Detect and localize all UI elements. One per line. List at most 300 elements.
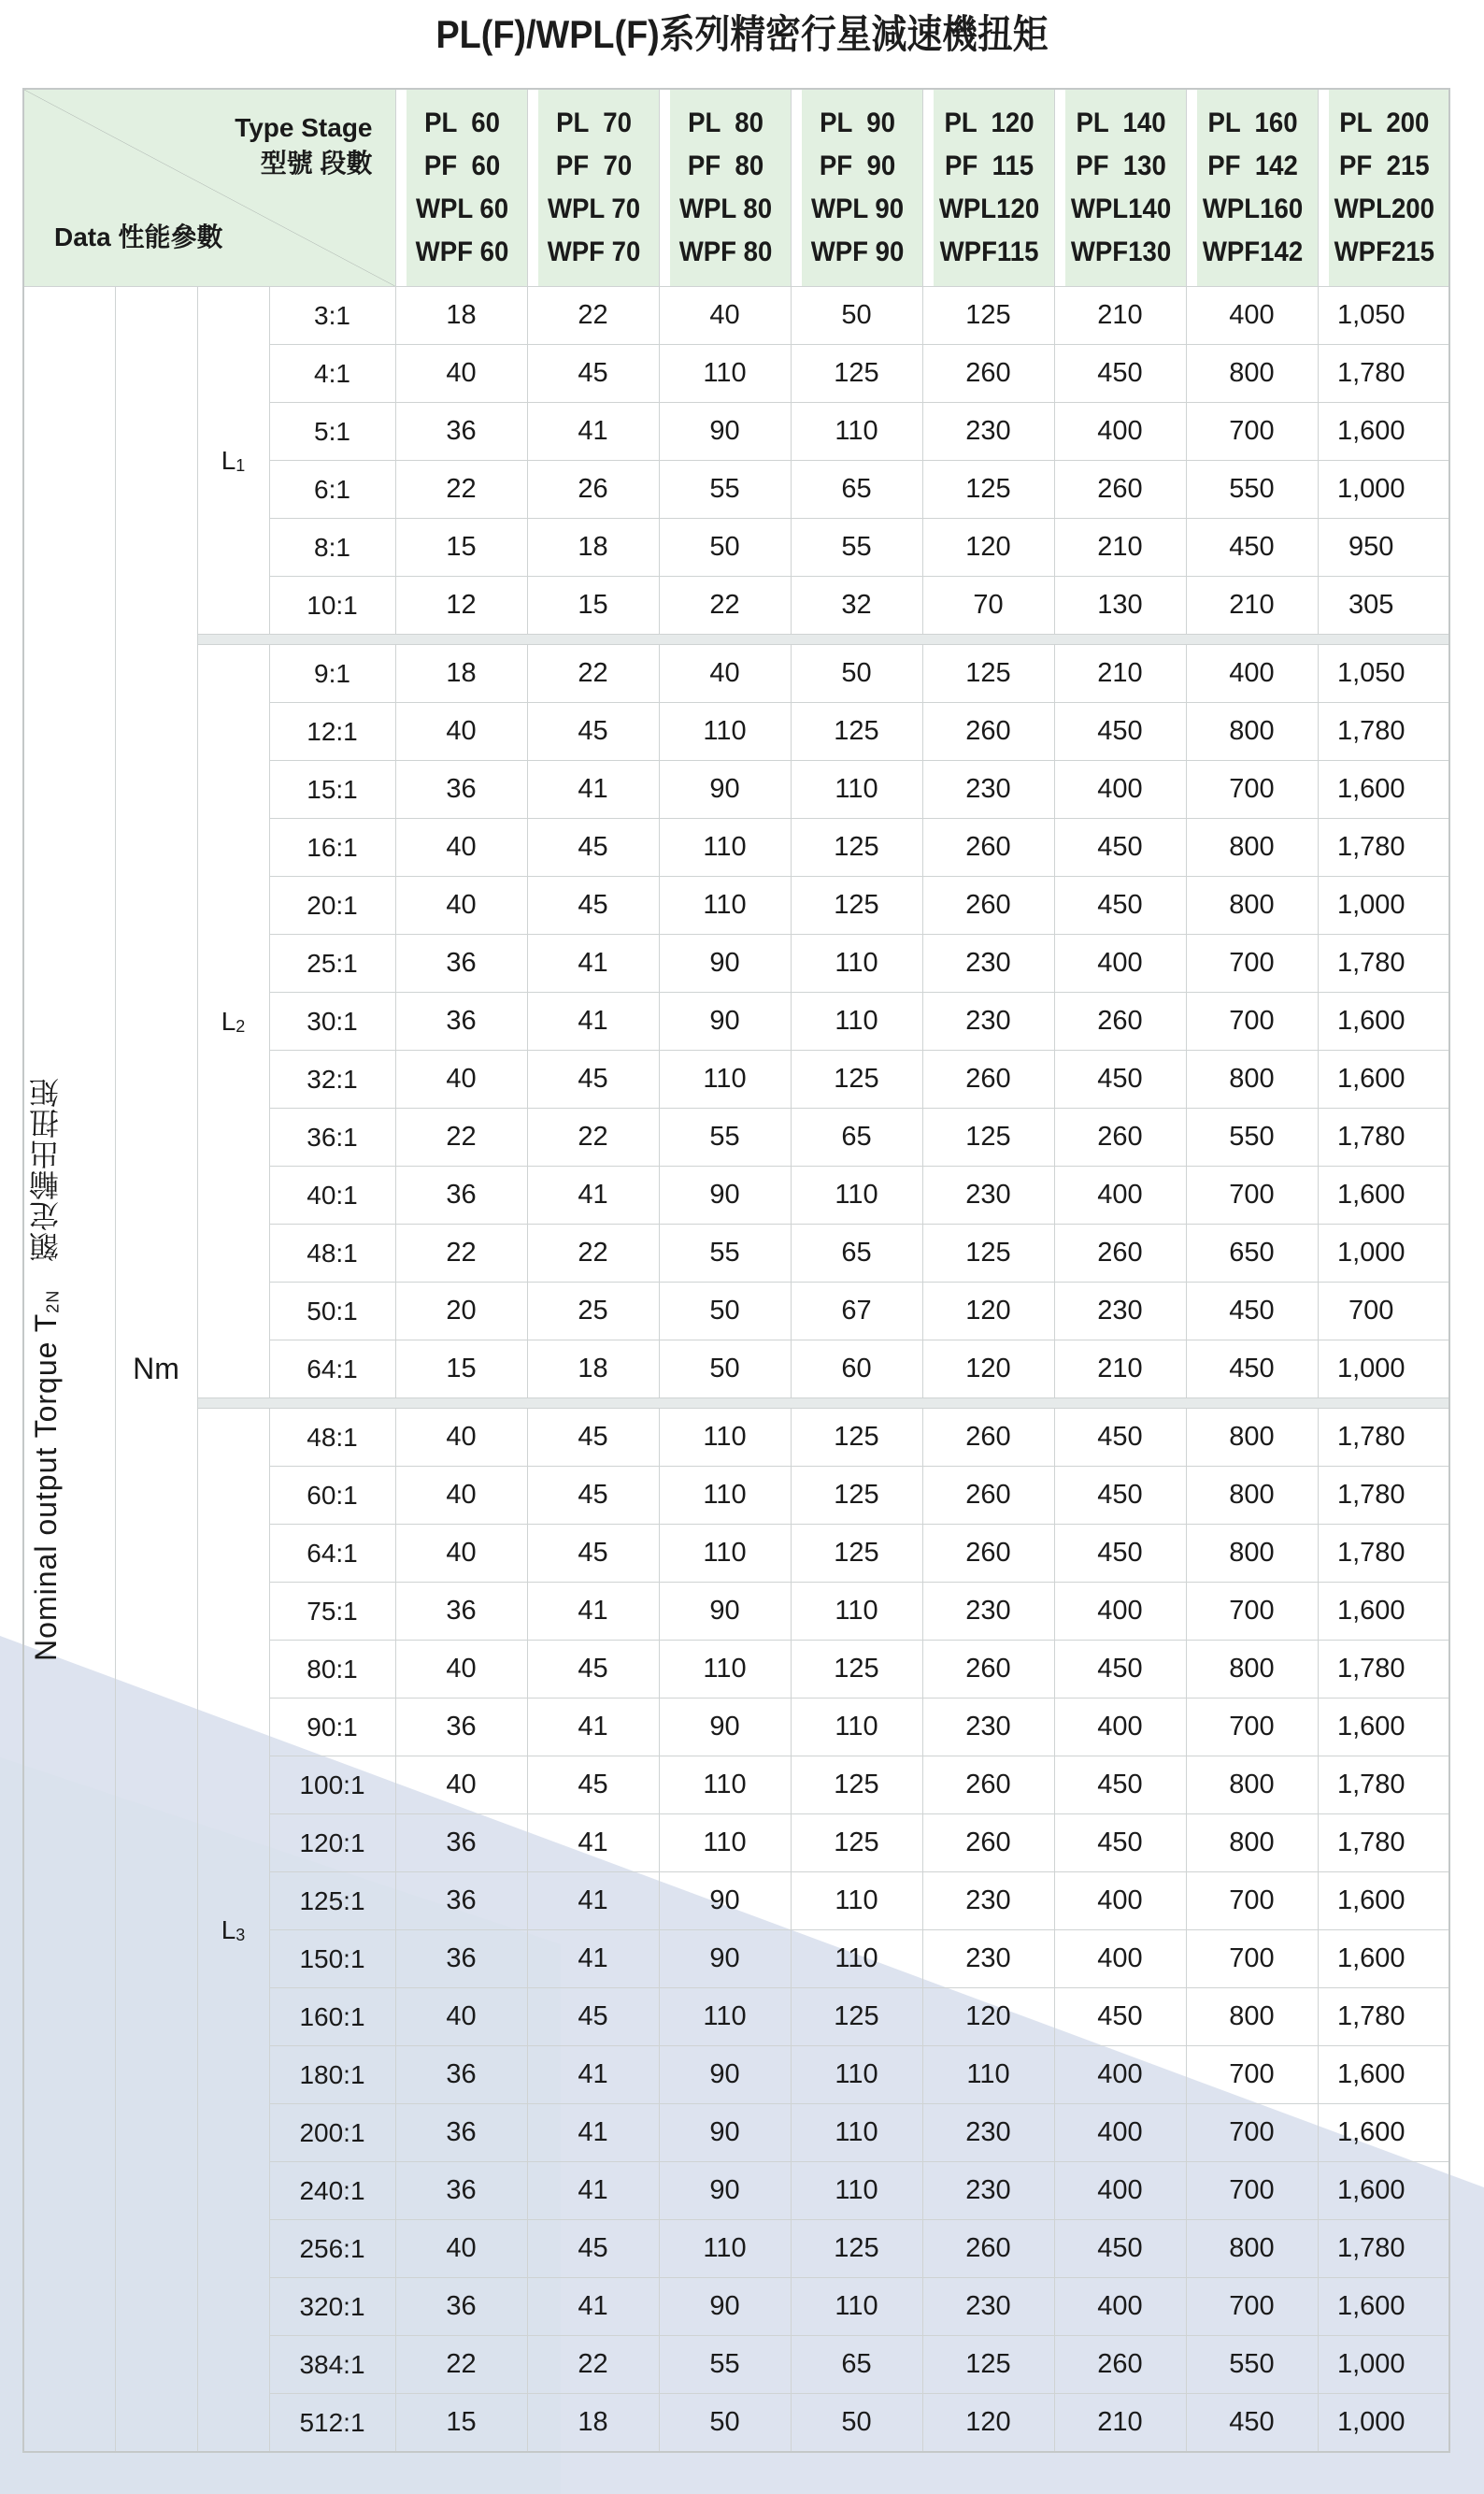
torque-value-cell: 400 bbox=[1054, 761, 1186, 819]
stage-label-cell bbox=[197, 645, 269, 1398]
torque-value-cell: 700 bbox=[1186, 2162, 1318, 2220]
torque-value-cell: 110 bbox=[791, 2046, 922, 2104]
torque-value-cell: 230 bbox=[922, 1583, 1054, 1641]
torque-value-cell: 450 bbox=[1054, 2220, 1186, 2278]
torque-value-cell: 800 bbox=[1186, 819, 1318, 877]
torque-value-cell: 260 bbox=[1054, 2336, 1186, 2394]
model-name: WPF 90 bbox=[810, 236, 905, 267]
header-corner-cell bbox=[23, 89, 395, 287]
model-name: WPL 80 bbox=[678, 194, 773, 224]
model-name: WPL160 bbox=[1202, 194, 1304, 224]
ratio-cell: 8:1 bbox=[269, 519, 395, 577]
torque-value-cell: 41 bbox=[527, 1167, 659, 1225]
type-stage-en: Type Stage bbox=[235, 113, 373, 142]
torque-value-cell: 40 bbox=[395, 1756, 527, 1814]
torque-value-cell: 40 bbox=[395, 1641, 527, 1698]
torque-value-cell: 230 bbox=[922, 761, 1054, 819]
torque-value-cell: 90 bbox=[659, 2046, 791, 2104]
model-column-header bbox=[801, 89, 922, 287]
model-name: PF 142 bbox=[1207, 150, 1298, 181]
model-name: PL 80 bbox=[688, 108, 763, 138]
torque-value-cell: 1,000 bbox=[1318, 1225, 1449, 1283]
torque-value-cell: 230 bbox=[922, 1930, 1054, 1988]
torque-value-cell: 210 bbox=[1054, 2394, 1186, 2453]
model-name: WPF 80 bbox=[678, 236, 773, 267]
torque-value-cell: 110 bbox=[791, 2278, 922, 2336]
ratio-cell: 5:1 bbox=[269, 403, 395, 461]
torque-value-cell: 210 bbox=[1186, 577, 1318, 635]
torque-value-cell: 41 bbox=[527, 1698, 659, 1756]
ratio-cell: 100:1 bbox=[269, 1756, 395, 1814]
torque-value-cell: 120 bbox=[922, 1340, 1054, 1398]
torque-value-cell: 800 bbox=[1186, 703, 1318, 761]
torque-value-cell: 210 bbox=[1054, 287, 1186, 345]
torque-value-cell: 400 bbox=[1054, 1167, 1186, 1225]
torque-value-cell: 450 bbox=[1054, 1051, 1186, 1109]
torque-value-cell: 36 bbox=[395, 1872, 527, 1930]
torque-value-cell: 260 bbox=[922, 1814, 1054, 1872]
torque-value-cell: 125 bbox=[922, 645, 1054, 703]
torque-value-cell: 800 bbox=[1186, 1988, 1318, 2046]
torque-value-cell: 65 bbox=[791, 461, 922, 519]
torque-value-cell: 125 bbox=[791, 1525, 922, 1583]
torque-value-cell: 110 bbox=[791, 1698, 922, 1756]
torque-value-cell: 50 bbox=[659, 2394, 791, 2453]
torque-value-cell: 400 bbox=[1054, 2046, 1186, 2104]
torque-value-cell: 110 bbox=[791, 993, 922, 1051]
torque-value-cell: 45 bbox=[527, 1467, 659, 1525]
torque-value-cell: 450 bbox=[1054, 1467, 1186, 1525]
model-name: PL 60 bbox=[424, 108, 500, 138]
spacer bbox=[29, 1262, 63, 1290]
torque-value-cell: 45 bbox=[527, 2220, 659, 2278]
ratio-cell: 50:1 bbox=[269, 1283, 395, 1340]
torque-value-cell: 36 bbox=[395, 993, 527, 1051]
ratio-cell: 240:1 bbox=[269, 2162, 395, 2220]
ratio-cell: 25:1 bbox=[269, 935, 395, 993]
torque-value-cell: 22 bbox=[395, 2336, 527, 2394]
torque-value-cell: 450 bbox=[1054, 1814, 1186, 1872]
torque-value-cell: 36 bbox=[395, 1930, 527, 1988]
torque-value-cell: 15 bbox=[395, 2394, 527, 2453]
torque-value-cell: 90 bbox=[659, 935, 791, 993]
stage-letter: L bbox=[221, 1914, 236, 1944]
torque-value-cell: 110 bbox=[659, 877, 791, 935]
torque-value-cell: 700 bbox=[1186, 2046, 1318, 2104]
torque-value-cell: 260 bbox=[922, 2220, 1054, 2278]
torque-value-cell: 32 bbox=[791, 577, 922, 635]
torque-value-cell: 90 bbox=[659, 403, 791, 461]
torque-value-cell: 40 bbox=[395, 703, 527, 761]
torque-value-cell: 70 bbox=[922, 577, 1054, 635]
torque-value-cell: 22 bbox=[395, 1225, 527, 1283]
torque-value-cell: 230 bbox=[922, 2278, 1054, 2336]
torque-value-cell: 1,780 bbox=[1318, 1988, 1449, 2046]
ratio-cell: 15:1 bbox=[269, 761, 395, 819]
torque-value-cell: 41 bbox=[527, 1814, 659, 1872]
torque-value-cell: 90 bbox=[659, 761, 791, 819]
model-name: WPF215 bbox=[1334, 236, 1435, 267]
torque-value-cell: 36 bbox=[395, 2278, 527, 2336]
torque-value-cell: 22 bbox=[527, 1109, 659, 1167]
torque-value-cell: 260 bbox=[922, 1467, 1054, 1525]
stage-separator bbox=[23, 635, 1449, 645]
torque-value-cell: 450 bbox=[1186, 1283, 1318, 1340]
torque-value-cell: 15 bbox=[527, 577, 659, 635]
torque-value-cell: 700 bbox=[1186, 993, 1318, 1051]
torque-value-cell: 125 bbox=[791, 2220, 922, 2278]
model-name: WPF130 bbox=[1070, 236, 1172, 267]
torque-value-cell: 125 bbox=[791, 1641, 922, 1698]
ratio-cell: 3:1 bbox=[269, 287, 395, 345]
torque-value-cell: 400 bbox=[1054, 1698, 1186, 1756]
torque-value-cell: 800 bbox=[1186, 1641, 1318, 1698]
torque-value-cell: 1,600 bbox=[1318, 2162, 1449, 2220]
torque-value-cell: 700 bbox=[1186, 403, 1318, 461]
unit-cell: Nm bbox=[115, 287, 197, 2453]
torque-value-cell: 40 bbox=[395, 1467, 527, 1525]
torque-value-cell: 800 bbox=[1186, 1467, 1318, 1525]
torque-value-cell: 700 bbox=[1186, 1698, 1318, 1756]
model-name: WPF 70 bbox=[547, 236, 641, 267]
torque-value-cell: 50 bbox=[791, 645, 922, 703]
torque-value-cell: 1,600 bbox=[1318, 2046, 1449, 2104]
torque-value-cell: 125 bbox=[922, 1225, 1054, 1283]
torque-value-cell: 1,000 bbox=[1318, 461, 1449, 519]
torque-value-cell: 1,600 bbox=[1318, 761, 1449, 819]
model-name: WPL140 bbox=[1070, 194, 1172, 224]
torque-value-cell: 400 bbox=[1186, 287, 1318, 345]
model-column-header bbox=[933, 89, 1054, 287]
torque-value-cell: 1,050 bbox=[1318, 645, 1449, 703]
stage-label-cell bbox=[197, 287, 269, 635]
torque-value-cell: 41 bbox=[527, 935, 659, 993]
torque-value-cell: 90 bbox=[659, 2104, 791, 2162]
torque-value-cell: 230 bbox=[922, 2162, 1054, 2220]
ratio-cell: 256:1 bbox=[269, 2220, 395, 2278]
stage-separator bbox=[23, 1398, 1449, 1409]
model-name: PL 90 bbox=[820, 108, 895, 138]
torque-value-cell: 700 bbox=[1186, 1167, 1318, 1225]
torque-value-cell: 40 bbox=[395, 1525, 527, 1583]
ratio-cell: 90:1 bbox=[269, 1698, 395, 1756]
torque-value-cell: 20 bbox=[395, 1283, 527, 1340]
torque-value-cell: 450 bbox=[1054, 877, 1186, 935]
ratio-cell: 75:1 bbox=[269, 1583, 395, 1641]
torque-value-cell: 800 bbox=[1186, 1051, 1318, 1109]
torque-value-cell: 450 bbox=[1054, 1525, 1186, 1583]
torque-value-cell: 210 bbox=[1054, 645, 1186, 703]
torque-value-cell: 110 bbox=[659, 1467, 791, 1525]
torque-value-cell: 650 bbox=[1186, 1225, 1318, 1283]
torque-value-cell: 1,050 bbox=[1318, 287, 1449, 345]
torque-value-cell: 55 bbox=[659, 1109, 791, 1167]
torque-value-cell: 400 bbox=[1054, 2278, 1186, 2336]
model-name: WPL 60 bbox=[415, 194, 509, 224]
torque-value-cell: 110 bbox=[659, 1988, 791, 2046]
torque-value-cell: 40 bbox=[395, 2220, 527, 2278]
ratio-cell: 200:1 bbox=[269, 2104, 395, 2162]
torque-value-cell: 700 bbox=[1186, 1872, 1318, 1930]
torque-value-cell: 110 bbox=[791, 1872, 922, 1930]
torque-value-cell: 18 bbox=[527, 519, 659, 577]
torque-value-cell: 1,600 bbox=[1318, 993, 1449, 1051]
model-name: PF 215 bbox=[1338, 150, 1430, 181]
torque-value-cell: 45 bbox=[527, 877, 659, 935]
torque-value-cell: 45 bbox=[527, 703, 659, 761]
torque-value-cell: 90 bbox=[659, 1930, 791, 1988]
model-name: PL 70 bbox=[556, 108, 632, 138]
label-subscript: 2N bbox=[43, 1289, 63, 1313]
torque-value-cell: 110 bbox=[659, 1641, 791, 1698]
torque-value-cell: 700 bbox=[1186, 761, 1318, 819]
model-column-header bbox=[537, 89, 659, 287]
torque-value-cell: 450 bbox=[1054, 345, 1186, 403]
ratio-cell: 4:1 bbox=[269, 345, 395, 403]
torque-value-cell: 40 bbox=[395, 1051, 527, 1109]
torque-value-cell: 110 bbox=[791, 2104, 922, 2162]
table-row bbox=[23, 287, 1449, 345]
torque-value-cell: 260 bbox=[922, 819, 1054, 877]
torque-value-cell: 800 bbox=[1186, 1756, 1318, 1814]
torque-value-cell: 18 bbox=[395, 287, 527, 345]
torque-value-cell: 230 bbox=[1054, 1283, 1186, 1340]
torque-value-cell: 65 bbox=[791, 1109, 922, 1167]
separator-bar bbox=[197, 1398, 1449, 1409]
torque-value-cell: 110 bbox=[659, 703, 791, 761]
stage-letter: L bbox=[221, 445, 236, 475]
model-name: PL 140 bbox=[1076, 108, 1166, 138]
torque-value-cell: 125 bbox=[791, 1467, 922, 1525]
torque-value-cell: 1,600 bbox=[1318, 1930, 1449, 1988]
torque-value-cell: 1,000 bbox=[1318, 2394, 1449, 2453]
torque-value-cell: 36 bbox=[395, 1814, 527, 1872]
ratio-cell: 32:1 bbox=[269, 1051, 395, 1109]
torque-value-cell: 230 bbox=[922, 993, 1054, 1051]
ratio-cell: 320:1 bbox=[269, 2278, 395, 2336]
nominal-torque-label bbox=[24, 1077, 67, 1661]
torque-value-cell: 50 bbox=[791, 2394, 922, 2453]
torque-value-cell: 36 bbox=[395, 2162, 527, 2220]
type-stage-zh: 型號 段數 bbox=[260, 149, 373, 178]
header-row bbox=[23, 89, 1449, 287]
torque-value-cell: 36 bbox=[395, 1167, 527, 1225]
torque-value-cell: 450 bbox=[1054, 1409, 1186, 1467]
torque-value-cell: 400 bbox=[1054, 935, 1186, 993]
torque-value-cell: 260 bbox=[1054, 461, 1186, 519]
torque-value-cell: 36 bbox=[395, 761, 527, 819]
label-en: Nominal output Torque T bbox=[29, 1312, 63, 1661]
torque-value-cell: 260 bbox=[922, 877, 1054, 935]
torque-value-cell: 40 bbox=[395, 877, 527, 935]
torque-value-cell: 1,000 bbox=[1318, 877, 1449, 935]
torque-value-cell: 1,000 bbox=[1318, 1340, 1449, 1398]
ratio-cell: 16:1 bbox=[269, 819, 395, 877]
ratio-cell: 48:1 bbox=[269, 1409, 395, 1467]
torque-value-cell: 110 bbox=[659, 345, 791, 403]
stage-number: 2 bbox=[235, 1016, 246, 1036]
ratio-cell: 80:1 bbox=[269, 1641, 395, 1698]
torque-value-cell: 450 bbox=[1186, 1340, 1318, 1398]
torque-value-cell: 55 bbox=[659, 2336, 791, 2394]
torque-value-cell: 36 bbox=[395, 2046, 527, 2104]
torque-value-cell: 41 bbox=[527, 1583, 659, 1641]
torque-value-cell: 800 bbox=[1186, 345, 1318, 403]
torque-value-cell: 125 bbox=[791, 1814, 922, 1872]
torque-value-cell: 450 bbox=[1186, 2394, 1318, 2453]
torque-value-cell: 1,600 bbox=[1318, 1872, 1449, 1930]
torque-value-cell: 110 bbox=[659, 1525, 791, 1583]
model-name: PL 120 bbox=[944, 108, 1035, 138]
model-column-header bbox=[669, 89, 791, 287]
torque-value-cell: 450 bbox=[1054, 1756, 1186, 1814]
torque-value-cell: 45 bbox=[527, 1988, 659, 2046]
torque-value-cell: 50 bbox=[659, 1340, 791, 1398]
torque-value-cell: 110 bbox=[791, 1930, 922, 1988]
torque-value-cell: 400 bbox=[1054, 2162, 1186, 2220]
torque-value-cell: 22 bbox=[527, 2336, 659, 2394]
ratio-cell: 20:1 bbox=[269, 877, 395, 935]
model-column-header bbox=[406, 89, 527, 287]
torque-value-cell: 40 bbox=[395, 819, 527, 877]
torque-value-cell: 40 bbox=[659, 645, 791, 703]
ratio-cell: 60:1 bbox=[269, 1467, 395, 1525]
torque-value-cell: 950 bbox=[1318, 519, 1449, 577]
ratio-cell: 10:1 bbox=[269, 577, 395, 635]
torque-value-cell: 260 bbox=[922, 345, 1054, 403]
torque-value-cell: 50 bbox=[659, 1283, 791, 1340]
torque-value-cell: 1,780 bbox=[1318, 1525, 1449, 1583]
torque-value-cell: 260 bbox=[922, 1051, 1054, 1109]
torque-value-cell: 22 bbox=[527, 1225, 659, 1283]
torque-value-cell: 400 bbox=[1186, 645, 1318, 703]
torque-value-cell: 120 bbox=[922, 519, 1054, 577]
torque-value-cell: 55 bbox=[791, 519, 922, 577]
stage-number: 1 bbox=[235, 455, 246, 475]
torque-value-cell: 1,780 bbox=[1318, 1814, 1449, 1872]
torque-value-cell: 125 bbox=[791, 703, 922, 761]
torque-value-cell: 22 bbox=[659, 577, 791, 635]
ratio-cell: 120:1 bbox=[269, 1814, 395, 1872]
torque-value-cell: 1,780 bbox=[1318, 1641, 1449, 1698]
torque-value-cell: 36 bbox=[395, 1698, 527, 1756]
torque-value-cell: 110 bbox=[659, 2220, 791, 2278]
model-column-header bbox=[1196, 89, 1318, 287]
torque-value-cell: 110 bbox=[791, 1583, 922, 1641]
torque-value-cell: 110 bbox=[659, 819, 791, 877]
torque-value-cell: 1,600 bbox=[1318, 2104, 1449, 2162]
torque-value-cell: 210 bbox=[1054, 519, 1186, 577]
torque-value-cell: 125 bbox=[922, 1109, 1054, 1167]
torque-value-cell: 40 bbox=[395, 1988, 527, 2046]
torque-value-cell: 110 bbox=[922, 2046, 1054, 2104]
torque-value-cell: 40 bbox=[395, 345, 527, 403]
stage-letter: L bbox=[221, 1006, 236, 1036]
torque-value-cell: 400 bbox=[1054, 1583, 1186, 1641]
torque-value-cell: 45 bbox=[527, 1051, 659, 1109]
torque-value-cell: 800 bbox=[1186, 1525, 1318, 1583]
torque-value-cell: 15 bbox=[395, 519, 527, 577]
torque-value-cell: 65 bbox=[791, 2336, 922, 2394]
torque-value-cell: 25 bbox=[527, 1283, 659, 1340]
stage-label-cell bbox=[197, 1409, 269, 2453]
table-body bbox=[23, 287, 1449, 2453]
torque-value-cell: 41 bbox=[527, 2162, 659, 2220]
torque-value-cell: 260 bbox=[1054, 1225, 1186, 1283]
torque-value-cell: 1,780 bbox=[1318, 1467, 1449, 1525]
torque-value-cell: 41 bbox=[527, 1930, 659, 1988]
row-label-cell bbox=[23, 287, 115, 2453]
torque-value-cell: 700 bbox=[1186, 1583, 1318, 1641]
torque-value-cell: 40 bbox=[395, 1409, 527, 1467]
torque-value-cell: 120 bbox=[922, 1283, 1054, 1340]
torque-value-cell: 36 bbox=[395, 1583, 527, 1641]
torque-value-cell: 400 bbox=[1054, 1872, 1186, 1930]
torque-value-cell: 800 bbox=[1186, 1409, 1318, 1467]
torque-value-cell: 230 bbox=[922, 935, 1054, 993]
torque-value-cell: 55 bbox=[659, 1225, 791, 1283]
torque-value-cell: 41 bbox=[527, 1872, 659, 1930]
torque-value-cell: 1,780 bbox=[1318, 819, 1449, 877]
torque-value-cell: 50 bbox=[659, 519, 791, 577]
torque-value-cell: 550 bbox=[1186, 1109, 1318, 1167]
torque-value-cell: 45 bbox=[527, 1641, 659, 1698]
torque-value-cell: 800 bbox=[1186, 1814, 1318, 1872]
torque-value-cell: 60 bbox=[791, 1340, 922, 1398]
model-name: PF 80 bbox=[687, 150, 764, 181]
torque-value-cell: 22 bbox=[395, 1109, 527, 1167]
torque-value-cell: 400 bbox=[1054, 403, 1186, 461]
torque-value-cell: 110 bbox=[659, 1814, 791, 1872]
torque-value-cell: 36 bbox=[395, 2104, 527, 2162]
torque-value-cell: 125 bbox=[791, 1051, 922, 1109]
torque-value-cell: 110 bbox=[791, 935, 922, 993]
ratio-cell: 125:1 bbox=[269, 1872, 395, 1930]
torque-value-cell: 12 bbox=[395, 577, 527, 635]
separator-bar bbox=[197, 635, 1449, 645]
torque-value-cell: 18 bbox=[527, 2394, 659, 2453]
torque-value-cell: 800 bbox=[1186, 2220, 1318, 2278]
torque-value-cell: 125 bbox=[922, 287, 1054, 345]
torque-value-cell: 67 bbox=[791, 1283, 922, 1340]
torque-value-cell: 1,780 bbox=[1318, 1109, 1449, 1167]
model-name: WPL 70 bbox=[547, 194, 641, 224]
torque-value-cell: 45 bbox=[527, 1409, 659, 1467]
model-column-header bbox=[1328, 89, 1449, 287]
torque-value-cell: 450 bbox=[1054, 1988, 1186, 2046]
torque-value-cell: 550 bbox=[1186, 461, 1318, 519]
torque-value-cell: 400 bbox=[1054, 1930, 1186, 1988]
torque-value-cell: 260 bbox=[922, 703, 1054, 761]
torque-value-cell: 15 bbox=[395, 1340, 527, 1398]
torque-value-cell: 1,600 bbox=[1318, 1051, 1449, 1109]
torque-value-cell: 260 bbox=[922, 1641, 1054, 1698]
torque-value-cell: 120 bbox=[922, 1988, 1054, 2046]
model-name: PF 60 bbox=[423, 150, 501, 181]
stage-number: 3 bbox=[235, 1925, 246, 1944]
torque-value-cell: 110 bbox=[659, 1409, 791, 1467]
torque-value-cell: 18 bbox=[395, 645, 527, 703]
data-label: Data 性能參數 bbox=[54, 222, 223, 251]
ratio-cell: 512:1 bbox=[269, 2394, 395, 2453]
torque-value-cell: 700 bbox=[1186, 2104, 1318, 2162]
ratio-cell: 40:1 bbox=[269, 1167, 395, 1225]
torque-value-cell: 90 bbox=[659, 1872, 791, 1930]
model-name: WPL 90 bbox=[810, 194, 905, 224]
torque-value-cell: 1,780 bbox=[1318, 703, 1449, 761]
torque-value-cell: 260 bbox=[1054, 1109, 1186, 1167]
torque-value-cell: 230 bbox=[922, 1167, 1054, 1225]
